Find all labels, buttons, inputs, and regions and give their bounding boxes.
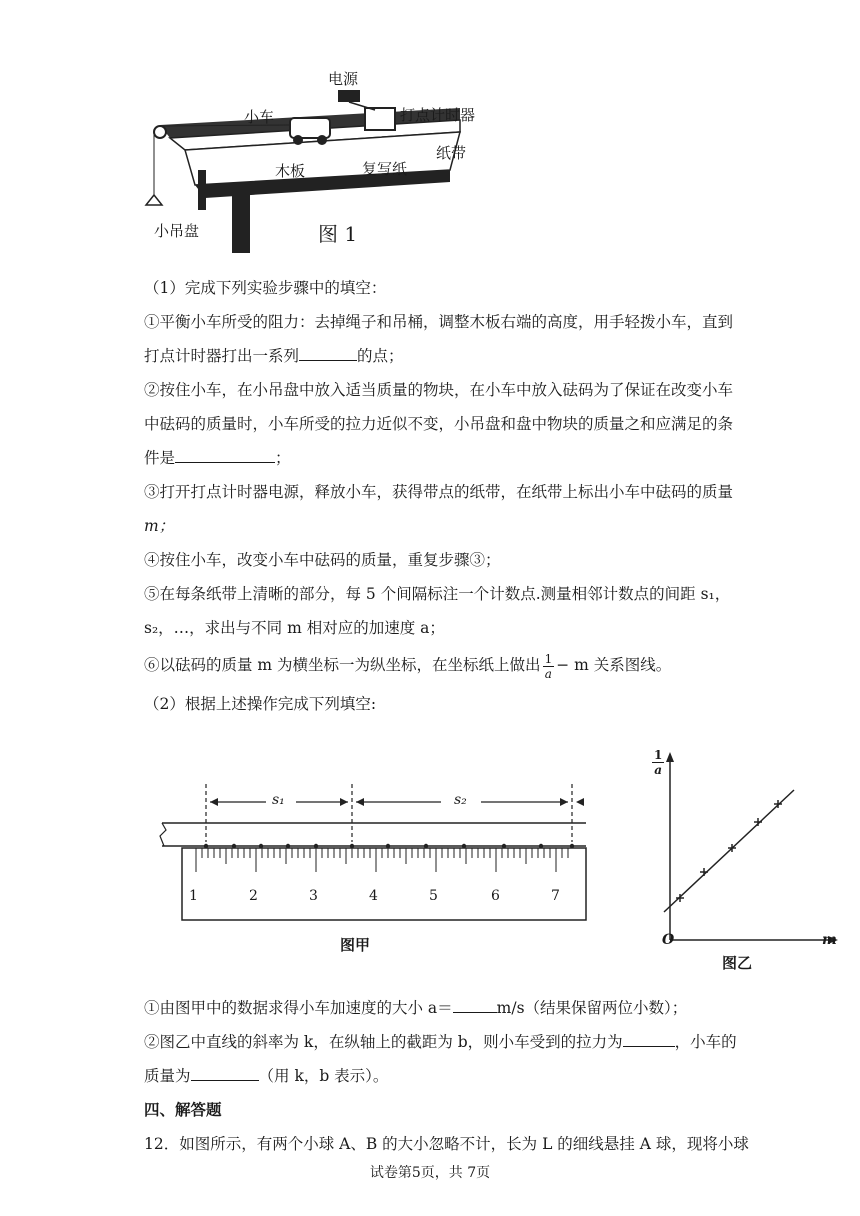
label-power: 电源 xyxy=(328,70,359,88)
step2-line-c: 件是 ； xyxy=(144,449,291,467)
s1-label: s₁ xyxy=(272,792,285,808)
step5-line-a: ⑤在每条纸带上清晰的部分，每 5 个间隔标注一个计数点.测量相邻计数点的间距 s₁， xyxy=(144,585,731,603)
label-carbon: 复写纸 xyxy=(362,160,408,178)
step3-line-b: m； xyxy=(144,517,175,535)
label-board: 木板 xyxy=(275,162,306,180)
q1-line: ①由图甲中的数据求得小车加速度的大小 a＝ m/s（结果保留两位小数）； xyxy=(144,999,688,1017)
step3-line-a: ③打开打点计时器电源，释放小车，获得带点的纸带，在纸带上标出小车中砝码的质量 xyxy=(144,483,734,501)
ruler-tick-7: 7 xyxy=(551,888,560,904)
ruler-figure xyxy=(156,778,596,958)
part1-heading: （1）完成下列实验步骤中的填空： xyxy=(144,279,387,297)
fraction-one-over-a: $\frac{1}{a}$ xyxy=(544,651,553,681)
label-timer: 打点计时器 xyxy=(400,106,476,124)
graph-figure xyxy=(636,744,844,974)
step6-line: ⑥以砝码的质量 m 为横坐标一为纵坐标，在坐标纸上做出 $\frac{1}{a}$ − m 关系图线。 xyxy=(144,651,672,681)
graph-drawing xyxy=(636,744,844,954)
blank-step2[interactable] xyxy=(175,448,275,463)
graph-caption: 图乙 xyxy=(722,954,753,972)
blank-step1[interactable] xyxy=(299,346,357,361)
section4-heading: 四、解答题 xyxy=(144,1101,222,1119)
step2-line-a: ②按住小车，在小吊盘中放入适当质量的物块，在小车中放入砝码为了保证在改变小车 xyxy=(144,381,734,399)
ruler-drawing xyxy=(156,778,596,928)
step2-line-b: 中砝码的质量时，小车所受的拉力近似不变，小吊盘和盘中物块的质量之和应满足的条 xyxy=(144,415,734,433)
label-cart: 小车 xyxy=(244,108,275,126)
step4-line: ④按住小车，改变小车中砝码的质量，重复步骤③； xyxy=(144,551,501,569)
step1-line-b: 打点计时器打出一系列 的点； xyxy=(144,347,404,365)
label-pan: 小吊盘 xyxy=(154,222,200,240)
step1-line-a: ①平衡小车所受的阻力：去掉绳子和吊桶，调整木板右端的高度，用手轻拨小车，直到 xyxy=(144,313,734,331)
blank-tension[interactable] xyxy=(623,1032,675,1047)
figure1-apparatus xyxy=(140,70,490,260)
q12-text: 12．如图所示，有两个小球 A、B 的大小忽略不计，长为 L 的细线悬挂 A 球，现将小球 xyxy=(144,1135,749,1153)
figure1-caption: 图 1 xyxy=(318,222,358,246)
ruler-tick-2: 2 xyxy=(249,888,258,904)
ruler-tick-1: 1 xyxy=(189,888,198,904)
blank-acceleration[interactable] xyxy=(453,998,497,1013)
q2-line: ②图乙中直线的斜率为 k，在纵轴上的截距为 b，则小车受到的拉力为 ，小车的 xyxy=(144,1033,737,1051)
step5-line-b: s₂，…，求出与不同 m 相对应的加速度 a； xyxy=(144,619,445,637)
graph-y-label: $\frac{1}{a}$ xyxy=(654,748,663,777)
graph-origin: O xyxy=(662,932,675,948)
ruler-tick-4: 4 xyxy=(369,888,378,904)
q3-line: 质量为 （用 k，b 表示）。 xyxy=(144,1067,389,1085)
part2-heading: （2）根据上述操作完成下列填空: xyxy=(144,695,377,713)
ruler-tick-3: 3 xyxy=(309,888,318,904)
ruler-caption: 图甲 xyxy=(340,936,371,954)
blank-mass[interactable] xyxy=(191,1066,259,1081)
label-tape: 纸带 xyxy=(436,144,467,162)
graph-x-label: m xyxy=(822,932,837,948)
ruler-tick-6: 6 xyxy=(491,888,500,904)
s2-label: s₂ xyxy=(454,792,467,808)
ruler-tick-5: 5 xyxy=(429,888,438,904)
page-footer: 试卷第5页，共 7页 xyxy=(369,1165,491,1181)
